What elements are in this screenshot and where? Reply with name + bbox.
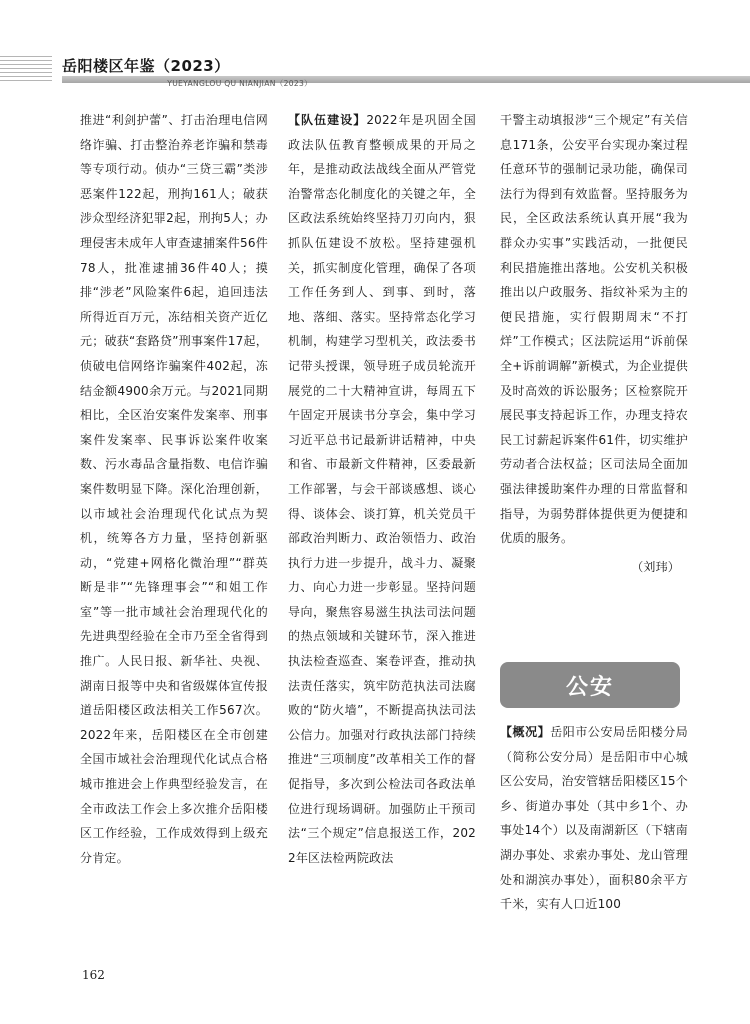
- column-3: [500, 108, 688, 579]
- yearbook-title: 岳阳楼区年鉴（2023）: [62, 57, 230, 75]
- column-3-text: 干警主动填报涉“三个规定”有关信息171条，公安平台实现办案过程任意环节的强制记录功能，确保司法行为得到有效监督。坚持服务为民，全区政法系统认真开展“我为群众办实事”实践活动，一批便民利民措施推出落地。公安机关积极推出以户政服务、指纹补采为主的便民措施，实行假期周末“不打烊”工作模式；区法院运用“诉前保全+诉前调解”新模式，为企业提供及时高效的诉讼服务；区检察院开展民事支持起诉工作，办理支持农民工讨薪起诉案件61件，切实维护劳动者合法权益；区司法局全面加强法律援助案件办理的日常监督和指导，为弱势群体提供更为便捷和优质的服务。: [500, 113, 688, 546]
- column-2: [288, 108, 476, 870]
- team-building-text: 2022年是巩固全国政法队伍教育整顿成果的开局之年，是推动政法战线全面从严管党治警常态化制度化的关键之年，全区政法系统始终坚持刀刃向内，狠抓队伍建设不放松。坚持建强机关，抓实制度化管理，确保了各项工作任务到人、到事、到时，落地、落细、落实。坚持常态化学习机制，构建学习型机关，政法委书记带头授课，领导班子成员轮流开展党的二十大精神宣讲，每周五下午固定开展读书分享会，集中学习习近平总书记最新讲话精神，中央和省、市最新文件精神，区委最新工作部署，与会干部谈感想、谈心得、谈体会、谈打算，机关党员干部政治判断力、政治领悟力、政治执行力进一步提升，战斗力、凝聚力、向心力进一步彰显。坚持问题导向，聚焦容易滋生执法司法问题的热点领域和关键环节，深入推进执法检查巡查、案卷评查，推动执法责任落实，筑牢防范执法司法腐败的“防火墙”，不断提高执法司法公信力。加强对行政执法部门持续推进“三项制度”改革相关工作的督促指导，多次到公检法司各政法单位进行现场调研。加强防止干预司法“三个规定”信息报送工作，2022年区法检两院政法: [288, 113, 476, 865]
- overview-block: [500, 720, 688, 917]
- header-bar: [62, 76, 750, 83]
- column-1-text: 推进“利剑护蕾”、打击治理电信网络诈骗、打击整治养老诈骗和禁毒等专项行动。侦办“三贷三霸”类涉恶案件122起，刑拘161人；破获涉众型经济犯罪2起，刑拘5人；办理侵害未成年人审查逮捕案件56件78人，批准逮捕36件40人；摸排“涉老”风险案件6起，追回违法所得近百万元，冻结相关资产近亿元；破获“套路贷”刑事案件17起，侦破电信网络诈骗案件402起，冻结金额4900余万元。与2021同期相比，全区治安案件发案率、刑事案件发案率、民事诉讼案件收案数、污水毒品含量指数、电信诈骗案件数明显下降。深化治理创新，以市域社会治理现代化试点为契机，统筹各方力量，坚持创新驱动，“党建+网格化微治理”“群英断是非”“先锋理事会”“和姐工作室”等一批市域社会治理现代化的先进典型经验在全市乃至全省得到推广。人民日报、新华社、央视、湖南日报等中央和省级媒体宣传报道岳阳楼区政法相关工作567次。2022年来，岳阳楼区在全市创建全国市域社会治理现代化试点合格城市推进会上作典型经验发言，在全市政法工作会上多次推介岳阳楼区工作经验，工作成效得到上级充分肯定。: [80, 113, 268, 865]
- column-1: [80, 108, 268, 870]
- page-number: 162: [82, 968, 105, 982]
- team-building-heading: 【队伍建设】: [288, 113, 367, 127]
- overview-text: 岳阳市公安局岳阳楼分局（简称公安分局）是岳阳市中心城区公安局，治安管辖岳阳楼区15个乡、街道办事处（其中乡1个、办事处14个）以及南湖新区（下辖南湖办事处、求索办事处、龙山管理处和湖滨办事处），面积80余平方千米，实有人口近100: [500, 725, 688, 912]
- section-title-police: 公安: [500, 662, 680, 708]
- team-building-paragraph: [288, 108, 476, 870]
- overview-paragraph: [500, 720, 688, 917]
- header-decoration-lines: [0, 56, 52, 82]
- overview-heading: 【概况】: [500, 725, 551, 739]
- author-credit: （刘玮）: [631, 559, 680, 574]
- yearbook-subtitle: YUEYANGLOU QU NIANJIAN（2023）: [167, 79, 312, 88]
